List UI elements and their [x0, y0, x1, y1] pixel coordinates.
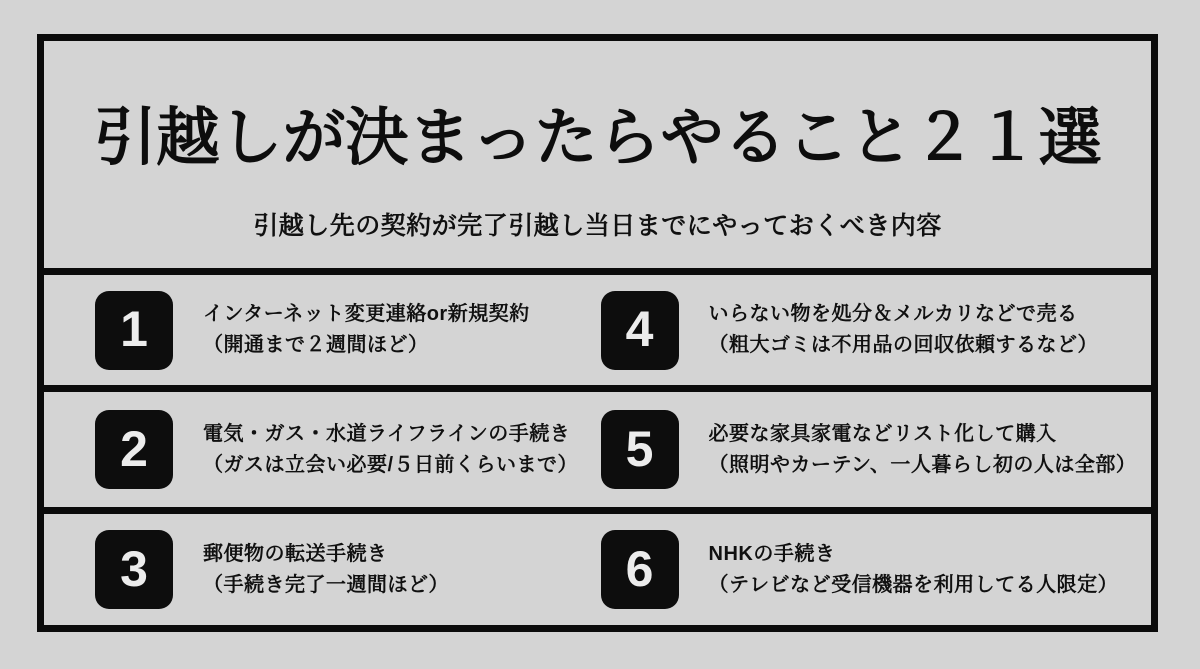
task-note-line: （ガスは立会い必要/５日前くらいまで）	[203, 453, 579, 476]
card-title: 引越しが決まったらやること２１選	[93, 102, 1102, 173]
task-title-line: インターネット変更連絡or新規契約	[203, 303, 530, 325]
card-header	[44, 41, 1151, 275]
task-title-line: いらない物を処分＆メルカリなどで売る	[708, 303, 1078, 325]
task-number-badge-4: 4	[601, 291, 679, 370]
task-text-3	[203, 539, 449, 601]
task-item-1	[44, 275, 598, 385]
task-text-6	[709, 539, 1119, 601]
task-note-line: （粗大ゴミは不用品の回収依頼するなど）	[708, 334, 1098, 356]
task-title-line: 電気・ガス・水道ライフラインの手続き	[203, 422, 571, 445]
task-item-6	[598, 514, 1152, 625]
card-subtitle: 引越し先の契約が完了引越し当日までにやっておくべき内容	[253, 211, 942, 240]
task-number-badge-3: 3	[95, 530, 173, 609]
task-number-badge-6: 6	[601, 530, 679, 609]
checklist-card	[37, 34, 1158, 632]
task-text-1	[203, 299, 530, 361]
task-title-line: NHKの手続き	[708, 542, 836, 565]
task-row-3	[44, 514, 1151, 625]
task-item-4	[598, 275, 1152, 385]
task-title-line: 郵便物の転送手続き	[203, 542, 388, 565]
task-row-2	[44, 392, 1151, 514]
task-text-4	[709, 299, 1099, 361]
task-item-2	[44, 392, 598, 507]
task-note-line: （手続き完了一週間ほど）	[203, 573, 449, 596]
task-number-badge-2: 2	[95, 410, 173, 489]
task-text-5	[709, 419, 1137, 481]
task-title-line: 必要な家具家電などリスト化して購入	[708, 422, 1057, 445]
task-note-line: （照明やカーテン、一人暮らし初の人は全部）	[708, 453, 1137, 476]
task-item-3	[44, 514, 598, 625]
task-row-1	[44, 275, 1151, 392]
task-number-badge-1: 1	[95, 291, 173, 370]
task-number-badge-5: 5	[601, 410, 679, 489]
task-text-2	[203, 419, 578, 481]
task-item-5	[598, 392, 1152, 507]
task-note-line: （テレビなど受信機器を利用してる人限定）	[708, 573, 1119, 596]
task-note-line: （開通まで２週間ほど）	[203, 334, 429, 356]
